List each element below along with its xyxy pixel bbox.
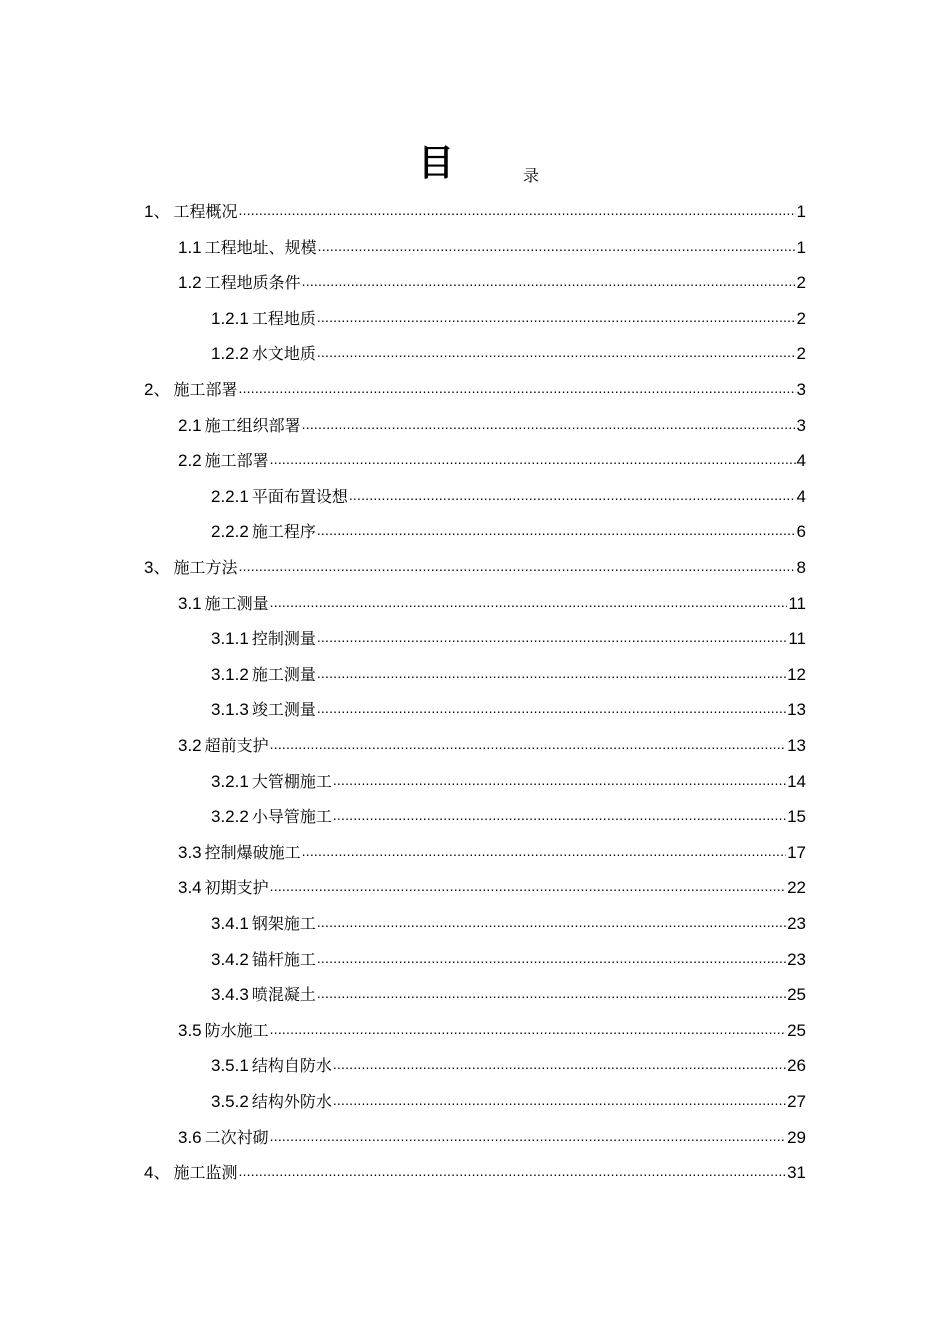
toc-entry-number: 3.4.1: [211, 914, 249, 933]
toc-entry-title: 施工组织部署: [204, 416, 301, 435]
toc-entry-title: 平面布置设想: [251, 487, 348, 506]
toc-entry-number: 1、: [144, 202, 171, 221]
toc-entry-number: 2、: [144, 380, 171, 399]
toc-dot-leader: [302, 840, 786, 862]
toc-dot-leader: [302, 270, 796, 292]
toc-entry-number: 3.1.3: [211, 700, 249, 719]
toc-entry-title: 竣工测量: [251, 700, 316, 719]
toc-entry[interactable]: [144, 1160, 806, 1184]
toc-entry-title: 钢架施工: [251, 914, 316, 933]
toc-dot-leader: [317, 519, 796, 541]
toc-entry-title: 工程概况: [173, 202, 238, 221]
toc-entry-title: 施工监测: [173, 1163, 238, 1182]
toc-entry-number: 3.6: [178, 1128, 202, 1147]
toc-entry[interactable]: [211, 662, 806, 686]
toc-dot-leader: [238, 1160, 786, 1182]
toc-entry[interactable]: [178, 235, 806, 259]
toc-entry[interactable]: [211, 484, 806, 508]
toc-entry[interactable]: [211, 982, 806, 1006]
toc-entry-title: 喷混凝土: [251, 985, 316, 1004]
toc-title-secondary: 录: [523, 166, 540, 185]
toc-entry-page-number: 4: [796, 487, 806, 506]
toc-dot-leader: [270, 733, 786, 755]
toc-entry[interactable]: [178, 413, 806, 437]
toc-dot-leader: [317, 697, 786, 719]
toc-entry-title: 结构外防水: [251, 1092, 332, 1111]
toc-entry-title: 大管棚施工: [251, 772, 332, 791]
toc-entry-number: 3、: [144, 558, 171, 577]
toc-dot-leader: [317, 911, 786, 933]
toc-entry-number: 2.2.2: [211, 522, 249, 541]
toc-entry-number: 3.5: [178, 1021, 202, 1040]
toc-dot-leader: [317, 341, 796, 363]
toc-entry-page-number: 22: [787, 878, 806, 897]
toc-entry-page-number: 3: [796, 380, 806, 399]
toc-entry-number: 3.4.2: [211, 950, 249, 969]
toc-entry[interactable]: [178, 448, 806, 472]
toc-entry-page-number: 2: [796, 273, 806, 292]
toc-entry-number: 3.2.2: [211, 807, 249, 826]
toc-entry-title: 施工测量: [251, 665, 316, 684]
toc-entry-page-number: 2: [796, 344, 806, 363]
toc-entry-number: 3.4.3: [211, 985, 249, 1004]
toc-entry-number: 2.2: [178, 451, 202, 470]
toc-dot-leader: [270, 448, 796, 470]
toc-entry[interactable]: [211, 519, 806, 543]
toc-dot-leader: [317, 947, 786, 969]
toc-entry-number: 2.1: [178, 416, 202, 435]
toc-entry-page-number: 17: [787, 843, 806, 862]
toc-entry-page-number: 4: [796, 451, 806, 470]
toc-entry-page-number: 11: [788, 629, 806, 648]
toc-entry-title: 锚杆施工: [251, 950, 316, 969]
toc-dot-leader: [317, 982, 786, 1004]
toc-entry-page-number: 11: [788, 594, 806, 613]
toc-entry-page-number: 15: [787, 807, 806, 826]
toc-entry-number: 1.1: [178, 238, 202, 257]
toc-entry-number: 3.2: [178, 736, 202, 755]
toc-dot-leader: [317, 306, 796, 328]
toc-entry-number: 3.1.2: [211, 665, 249, 684]
toc-entry-page-number: 27: [787, 1092, 806, 1111]
toc-entry-number: 3.3: [178, 843, 202, 862]
toc-entry[interactable]: [144, 555, 806, 579]
toc-entry-number: 3.1: [178, 594, 202, 613]
toc-dot-leader: [270, 875, 786, 897]
toc-entry[interactable]: [211, 804, 806, 828]
toc-entry[interactable]: [211, 1053, 806, 1077]
toc-entry-number: 3.2.1: [211, 772, 249, 791]
toc-dot-leader: [270, 1125, 786, 1147]
toc-entry-number: 3.5.1: [211, 1056, 249, 1075]
toc-entry-number: 2.2.1: [211, 487, 249, 506]
toc-entry-page-number: 1: [796, 238, 806, 257]
toc-entry-title: 小导管施工: [251, 807, 332, 826]
toc-entry-page-number: 25: [787, 985, 806, 1004]
toc-entry-page-number: 1: [796, 202, 806, 221]
toc-dot-leader: [302, 413, 796, 435]
toc-entry-title: 防水施工: [204, 1021, 269, 1040]
toc-entry-page-number: 23: [787, 914, 806, 933]
toc-entry-number: 1.2: [178, 273, 202, 292]
toc-dot-leader: [238, 555, 795, 577]
toc-entry[interactable]: [144, 377, 806, 401]
toc-entry-title: 控制测量: [251, 629, 316, 648]
toc-entry-number: 3.5.2: [211, 1092, 249, 1111]
toc-dot-leader: [333, 1053, 786, 1075]
toc-entry-title: 工程地质: [251, 309, 316, 328]
toc-entry-page-number: 2: [796, 309, 806, 328]
toc-dot-leader: [333, 1089, 786, 1111]
toc-dot-leader: [270, 1018, 786, 1040]
toc-entry-title: 施工部署: [204, 451, 269, 470]
toc-entry-title: 工程地质条件: [204, 273, 301, 292]
toc-entry-page-number: 12: [787, 665, 806, 684]
toc-entry[interactable]: [178, 733, 806, 757]
toc-dot-leader: [349, 484, 796, 506]
toc-dot-leader: [317, 626, 788, 648]
toc-entry[interactable]: [178, 1125, 806, 1149]
toc-entry-number: 1.2.2: [211, 344, 249, 363]
toc-dot-leader: [317, 662, 786, 684]
toc-entry-page-number: 25: [787, 1021, 806, 1040]
toc-dot-leader: [333, 769, 786, 791]
toc-entry-page-number: 23: [787, 950, 806, 969]
toc-entry-title: 初期支护: [204, 878, 269, 897]
toc-entry-number: 3.1.1: [211, 629, 249, 648]
toc-entry[interactable]: [211, 341, 806, 365]
toc-entry[interactable]: [178, 1018, 806, 1042]
toc-entry-page-number: 8: [796, 558, 806, 577]
toc-title-main: 目: [418, 143, 455, 184]
toc-dot-leader: [238, 377, 795, 399]
toc-entry[interactable]: [211, 306, 806, 330]
toc-entry-title: 结构自防水: [251, 1056, 332, 1075]
toc-entry[interactable]: [211, 1089, 806, 1113]
toc-entry[interactable]: [211, 947, 806, 971]
toc-entry[interactable]: [178, 270, 806, 294]
toc-entry-title: 水文地质: [251, 344, 316, 363]
toc-entry-page-number: 3: [796, 416, 806, 435]
toc-entry[interactable]: [178, 840, 806, 864]
toc-entry-number: 3.4: [178, 878, 202, 897]
toc-dot-leader: [238, 199, 795, 221]
toc-entry[interactable]: [211, 769, 806, 793]
toc-entry-page-number: 13: [787, 700, 806, 719]
toc-entry-number: 1.2.1: [211, 309, 249, 328]
toc-entry-page-number: 26: [787, 1056, 806, 1075]
toc-entry-title: 施工方法: [173, 558, 238, 577]
toc-entry[interactable]: [211, 697, 806, 721]
toc-entry-title: 超前支护: [204, 736, 269, 755]
toc-entry-title: 施工测量: [204, 594, 269, 613]
toc-dot-leader: [318, 235, 796, 257]
toc-entry-page-number: 13: [787, 736, 806, 755]
toc-entry-title: 施工部署: [173, 380, 238, 399]
toc-entry[interactable]: [211, 626, 806, 650]
toc-entry-page-number: 14: [787, 772, 806, 791]
toc-entry-title: 控制爆破施工: [204, 843, 301, 862]
toc-entry[interactable]: [144, 199, 806, 223]
toc-entry-page-number: 31: [787, 1163, 806, 1182]
toc-entry-number: 4、: [144, 1163, 171, 1182]
toc-entry[interactable]: [178, 591, 806, 615]
toc-entry-title: 工程地址、规模: [204, 238, 317, 257]
toc-dot-leader: [333, 804, 786, 826]
toc-entry[interactable]: [211, 911, 806, 935]
toc-entry-title: 施工程序: [251, 522, 316, 541]
toc-entry-title: 二次衬砌: [204, 1128, 269, 1147]
toc-entry-page-number: 6: [796, 522, 806, 541]
toc-dot-leader: [270, 591, 788, 613]
toc-entry[interactable]: [178, 875, 806, 899]
toc-entry-page-number: 29: [787, 1128, 806, 1147]
